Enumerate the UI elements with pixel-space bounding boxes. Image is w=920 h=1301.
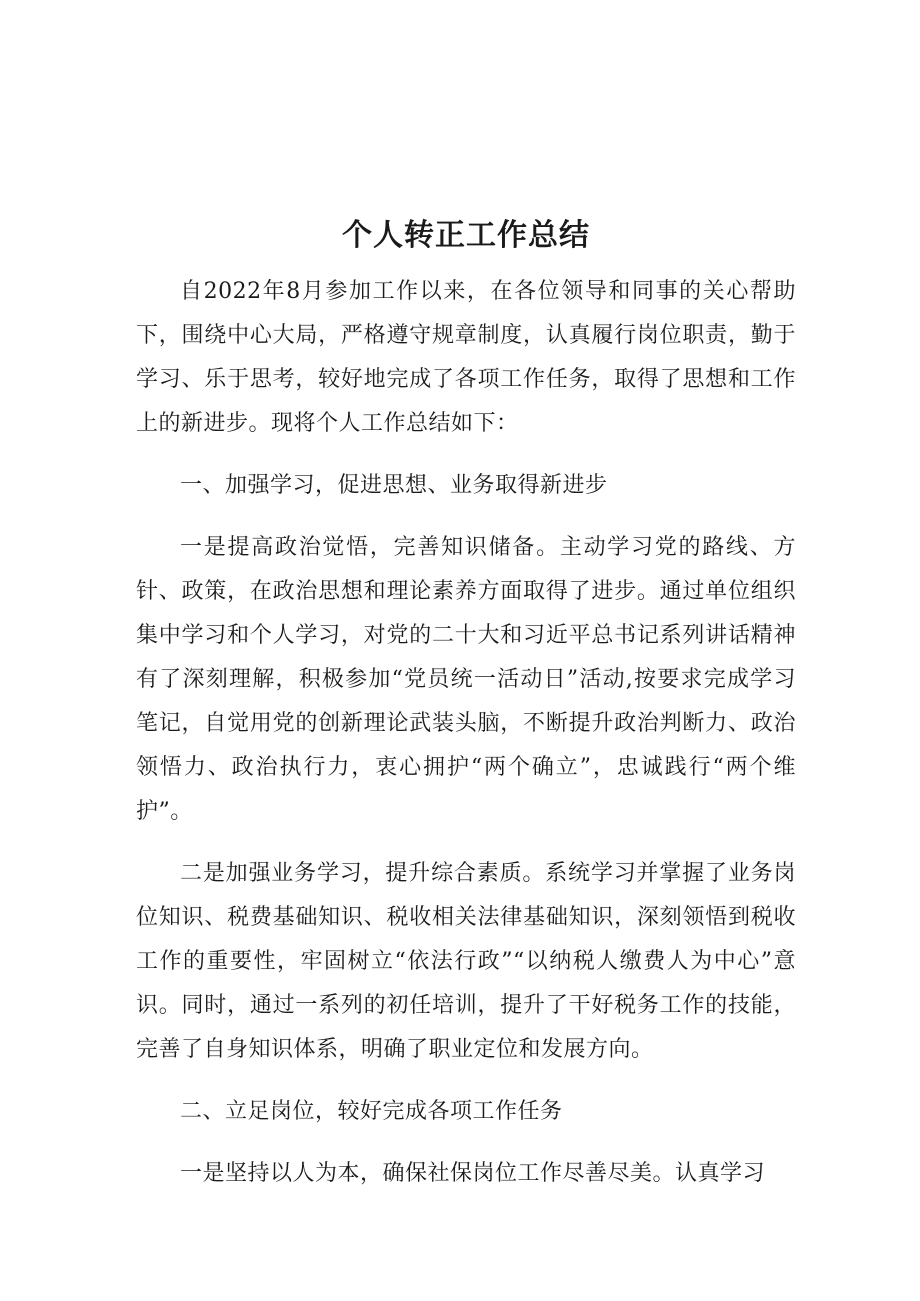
- body-paragraph: 一是坚持以人为本，确保社保岗位工作尽善尽美。认真学习: [180, 1161, 766, 1186]
- section-heading-2: 二、立足岗位，较好完成各项工作任务: [180, 1099, 563, 1124]
- body-paragraph: 一是提高政治觉悟，完善知识储备。主动学习党的路线、方针、政策，在政治思想和理论素养方面取得了进步。通过单位组织集中学习和个人学习，对党的二十大和习近平总书记系列讲话精神有了深刻理解，积极参加“党员统一活动日”活动,按要求完成学习笔记，自觉用党的创新理论武装头脑，不断提升政治判断力、政治领悟力、政治执行力，衷心拥护“两个确立”，忠诚践行“两个维护”。: [136, 535, 796, 824]
- section-heading-1: 一、加强学习，促进思想、业务取得新进步: [180, 473, 608, 498]
- document-title: 个人转正工作总结: [342, 218, 590, 253]
- intro-paragraph: 自2022年8月参加工作以来，在各位领导和同事的关心帮助下，围绕中心大局，严格遵守规章制度，认真履行岗位职责，勤于学习、乐于思考，较好地完成了各项工作任务，取得了思想和工作上的新进步。现将个人工作总结如下：: [136, 279, 796, 436]
- document-page: [136, 210, 796, 1214]
- body-paragraph: 二是加强业务学习，提升综合素质。系统学习并掌握了业务岗位知识、税费基础知识、税收相关法律基础知识，深刻领悟到税收工作的重要性，牢固树立“依法行政”“以纳税人缴费人为中心”意识。同时，通过一系列的初任培训，提升了干好税务工作的技能，完善了自身知识体系，明确了职业定位和发展方向。: [136, 861, 796, 1062]
